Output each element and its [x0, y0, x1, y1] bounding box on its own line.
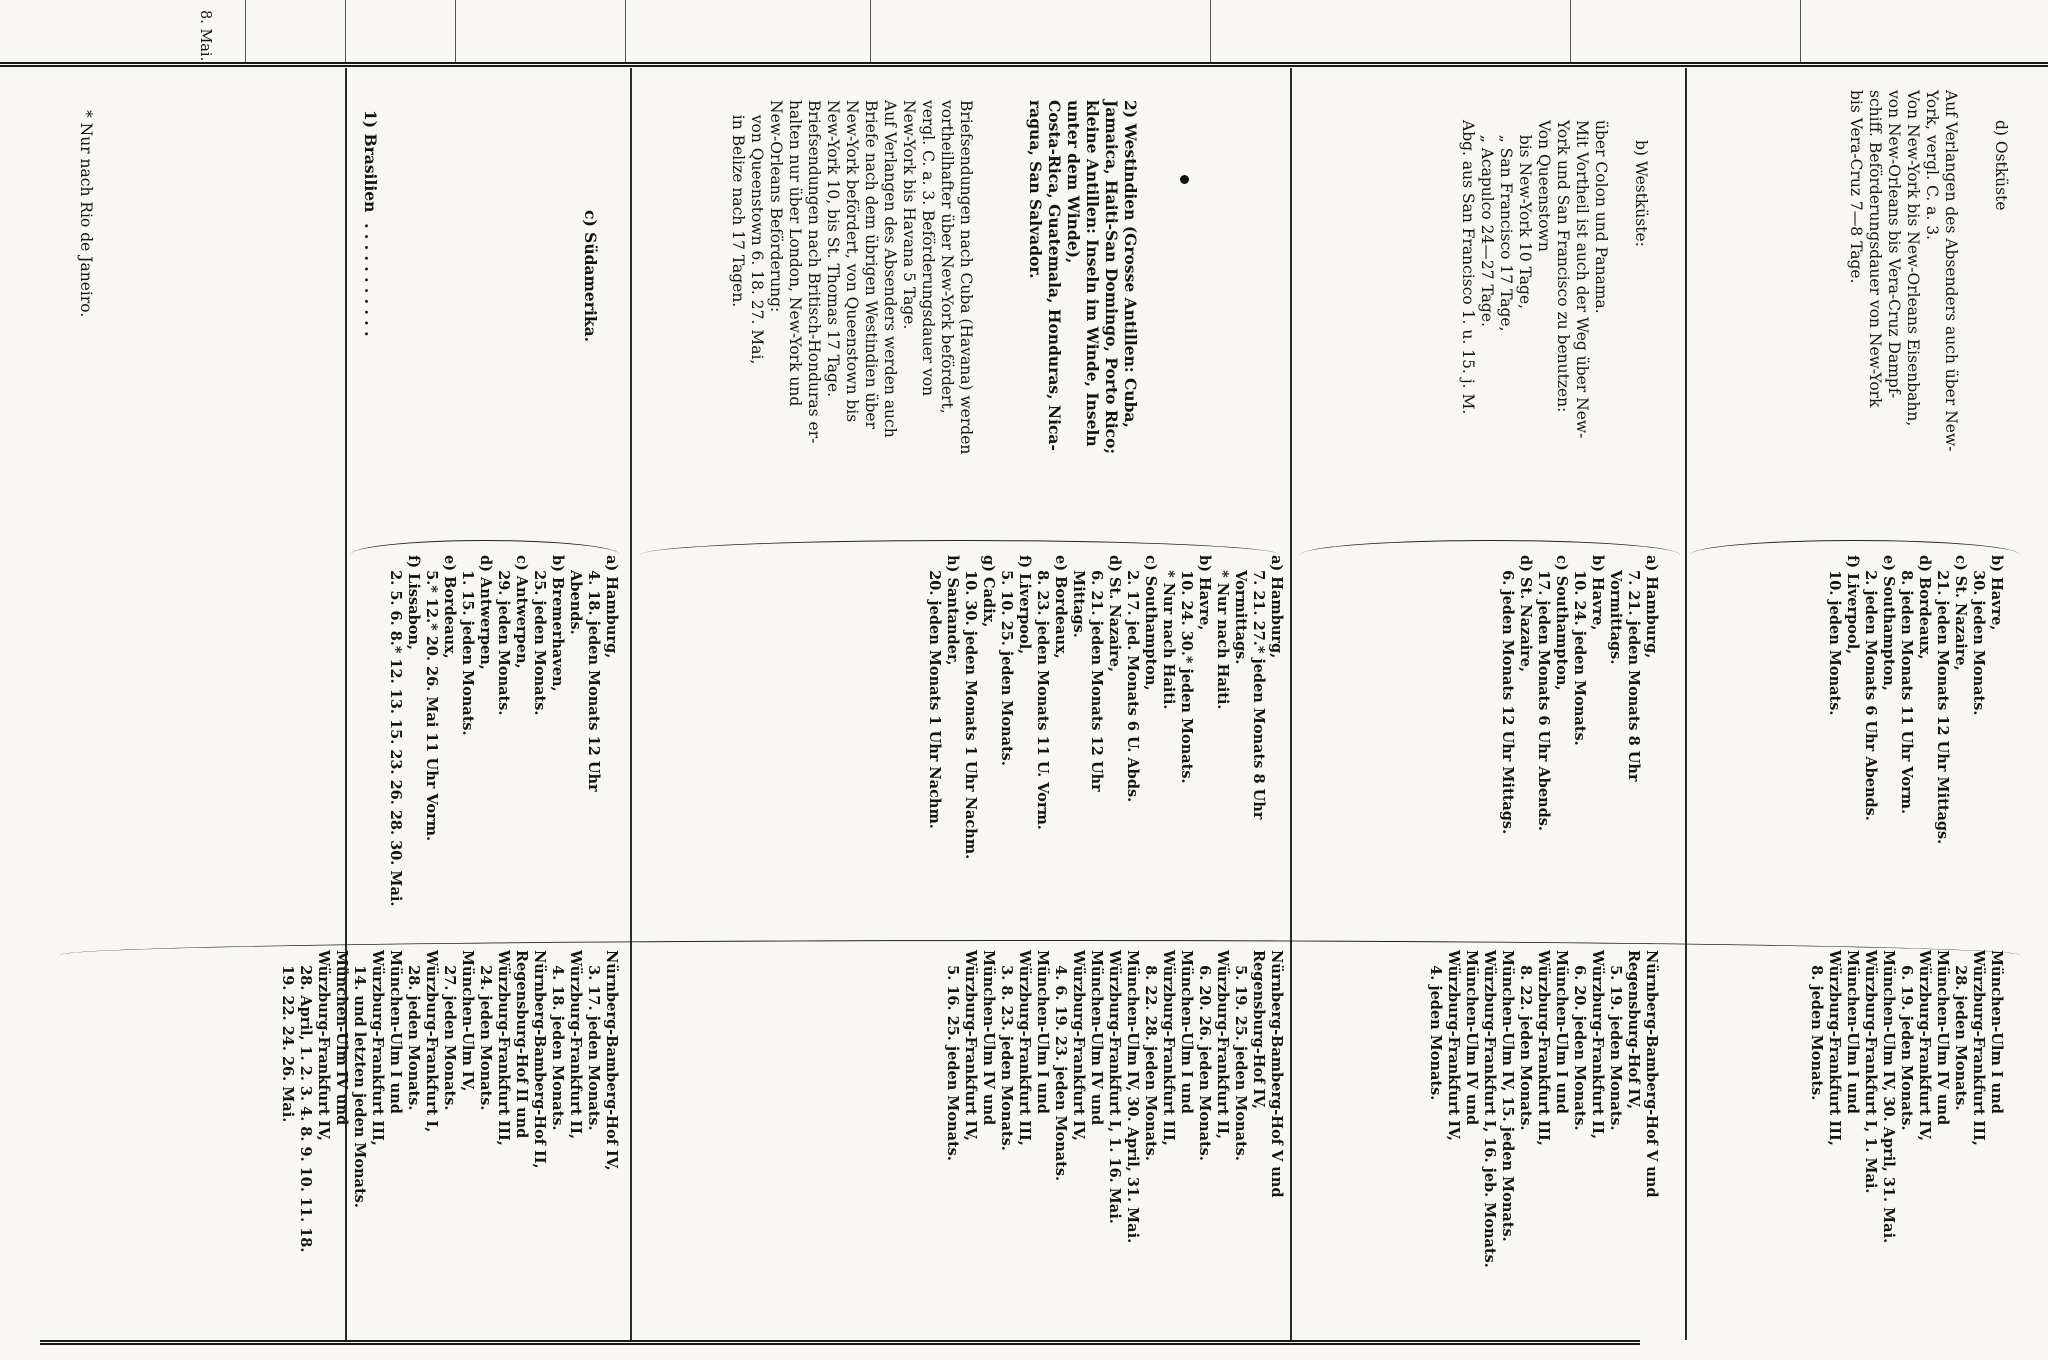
header-mai-label: 8. Mai.: [197, 10, 213, 62]
westkueste-ports: a) Hamburg, 7. 21. jeden Monats 8 Uhr Vormittags. b) Havre, 10. 24. jeden Monats. c) Southampton, 17. jeden Monats 6 Uhr Abends. d) St. Nazaire, 6. jeden Monats 12 Uhr Mittags.: [1499, 555, 1660, 835]
suedamerika-title: c) Südamerika.: [581, 210, 600, 343]
header-divider: [1800, 0, 1801, 62]
header-divider: [1210, 0, 1211, 62]
westkueste-trains: Nürnberg-Bamberg-Hof V und Regensburg-Hof IV, 5. 19. jeden Monats. Würzburg-Frankfurt II, 6. 20. jeden Monats. München-Ulm I und Würzburg-Frankfurt III, 8. 22. jeden Monats. München-Ulm IV, 15. jeden Monats. Würzburg-Frankfurt I, 16. jeb. Monats. München-Ulm IV und Würzburg-Frankfurt IV, 4. jeden Monats.: [1427, 950, 1660, 1268]
column-brace: [1690, 540, 2020, 555]
bottom-double-rule: [40, 1340, 1640, 1345]
header-divider: [245, 0, 246, 62]
suedamerika-ports: a) Hamburg, 4. 18. jeden Monats 12 Uhr Abends. b) Bremerhaven, 25. jeden Monats. c) Antwerpen, 29. jeden Monats. d) Antwerpen, 1. 15. jeden Monats. e) Bordeaux, 5.* 12.* 20. 26. Mai 11 Uhr Vorm. f) Lissabon, 2. 5. 6. 8.* 12. 13. 15. 23. 26. 28. 30. Mai.: [387, 555, 620, 907]
westkueste-text: über Colon und Panama. Mit Vortheil ist auch der Weg über New- York und San Francisco zu benutzen: Von Queenstown bis New-York 10 Tage, „ San Francisco 17 Tage, „ Acapulco 24—27 Tage. Abg. aus San Francisco 1. u. 15. j. M.: [1459, 120, 1610, 439]
column-brace: [350, 540, 620, 555]
ostkueste-trains: München-Ulm I und Würzburg-Frankfurt III, 28. jeden Monats. München-Ulm IV und Würzburg-Frankfurt IV, 6. 19. jeden Monats. München-Ulm IV, 30. April, 31. Mai. Würzburg-Frankfurt I, 1. Mai. München-Ulm I und Würzburg-Frankfurt III, 8. jeden Monats.: [1808, 950, 2005, 1244]
bullet-mark: [1180, 175, 1189, 184]
westkueste-title: b) Westküste:: [1632, 140, 1650, 247]
header-divider: [345, 0, 346, 62]
column-brace: [640, 540, 1280, 555]
top-double-rule: [0, 62, 2048, 67]
ostkueste-ports: b) Havre, 30. jeden Monats. c) St. Nazaire, 21. jeden Monats 12 Uhr Mittags. d) Bordeaux, 8. jeden Monats 11 Uhr Vorm. e) Southampton, 2. jeden Monats 6 Uhr Abends. f) Liverpool, 10. jeden Monats.: [1826, 555, 2005, 845]
suedamerika-trains: Nürnberg-Bamberg-Hof IV, 3. 17. jeden Monats. Würzburg-Frankfurt II, 4. 18. jeden Monats. Nürnberg-Bamberg-Hof II, Regensburg-Hof II und Würzburg-Frankfurt III, 24. jeden Monats. München-Ulm IV, 27. jeden Monats. Würzburg-Frankfurt I, 28. jeden Monats. München-Ulm I und Würzburg-Frankfurt III, 14. und letzten jeden Monats. München-Ulm IV und Würzburg-Frankfurt IV, 28. April, 1. 2. 3. 4. 8. 9. 10. 11. 18. 19. 22. 24. 26. Mai.: [279, 950, 620, 1253]
ostkueste-text: Auf Verlangen des Absenders auch über New- York, vergl. C. a. 3. Von New-York bis New-Orleans Eisenbahn, von New-Orleans bis Vera-Cruz Dampf- schiff. Beförderungsdauer von New-York bis Vera-Cruz 7—8 Tage.: [1847, 90, 1960, 452]
header-divider: [625, 0, 626, 62]
header-divider: [1570, 0, 1571, 62]
header-divider: [870, 0, 871, 62]
westindien-ports: a) Hamburg, 7. 21. 27.* jeden Monats 8 Uhr Vormittags. * Nur nach Haiti. b) Havre, 10. 24. 30.* jeden Monats. * Nur nach Haiti. c) Southampton, 2. 17. jed. Monats 6 U. Abds. d) St. Nazaire, 6. 21. jeden Monats 12 Uhr Mittags. e) Bordeaux, 8. 23. jeden Monats 11 U. Vorm. f) Liverpool, 5. 10. 25. jeden Monats. g) Cadix, 10. 30. jeden Monats 1 Uhr Nachm. h) Santander, 20. jeden Monats 1 Uhr Nachm.: [926, 555, 1285, 860]
brasilien-label: 1) Brasilien . . . . . . . . . . .: [361, 110, 380, 337]
westindien-title: 2) Westindien (Grosse Antillen: Cuba, Jamaica, Haiti-San Domingo, Porto Rico; kleine Antillen: Inseln im Winde, Inseln unter dem Winde), Costa-Rica, Guatemala, Honduras, Nica- ragua, San Salvador.: [1026, 100, 1140, 455]
column-brace: [1300, 540, 1680, 555]
suedamerika-footnote: * Nur nach Rio de Janeiro.: [77, 110, 95, 318]
section-divider: [1685, 68, 1687, 1340]
westindien-trains: Nürnberg-Bamberg-Hof V und Regensburg-Hof IV, 5. 19. 25. jeden Monats. Würzburg-Frankfurt II, 6. 20. 26. jeden Monats. München-Ulm I und Würzburg-Frankfurt III, 8. 22. 28. jeden Monats. München-Ulm IV, 30. April, 31. Mai. Würzburg-Frankfurt I, 1. 16. Mai. München-Ulm IV und Würzburg-Frankfurt IV, 4. 6. 19. 23. jeden Monats. München-Ulm I und Würzburg-Frankfurt III, 3. 8. 23. jeden Monats. München-Ulm IV und Würzburg-Frankfurt IV, 5. 16. 25. jeden Monats.: [944, 950, 1285, 1244]
westindien-text: Briefsendungen nach Cuba (Havana) werden vortheilhafter über New-York befördert, vergl. C. a. 3. Beförderungsdauer von New-York bis Havana 5 Tage. Auf Verlangen des Absenders werden auch Briefe nach dem übrigen Westindien über New-York befördert, von Queenstown bis New-York 10, bis St. Thomas 17 Tage. Briefsendungen nach Britisch-Honduras er- halten nur über London, New-York und New-Orleans Beförderung: von Queenstown 6. 18. 27. Mai, in Belize nach 17 Tagen.: [729, 100, 975, 455]
section-divider: [630, 68, 632, 1340]
section-divider: [1290, 68, 1292, 1340]
ostkueste-title: d) Ostküste: [1992, 120, 2010, 211]
header-divider: [455, 0, 456, 62]
